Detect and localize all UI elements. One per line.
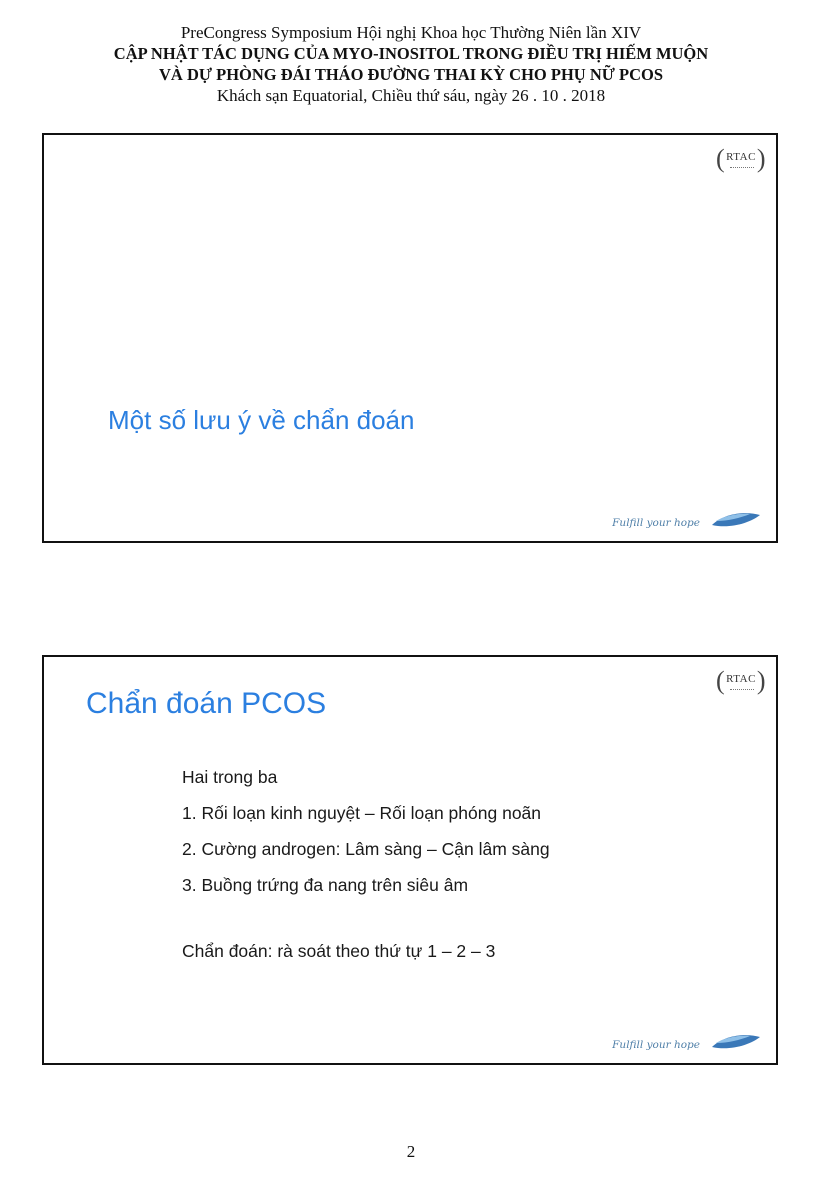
tagline: Fulfill your hope <box>612 517 700 529</box>
slide-section-divider <box>42 133 778 543</box>
page-number: 2 <box>406 1142 416 1161</box>
rtac-logo: ( RTAC ) <box>715 144 767 173</box>
diagnosis-conclusion: Chẩn đoán: rà soát theo thứ tự 1 – 2 – 3 <box>182 941 496 961</box>
list-item: 2. Cường androgen: Lâm sàng – Cận lâm sàng <box>182 839 550 859</box>
rtac-logo: ( RTAC ) <box>715 666 767 695</box>
header-event-line: PreCongress Symposium Hội nghị Khoa học Thường Niên lần XIV <box>180 23 642 42</box>
list-item: Hai trong ba <box>182 767 278 787</box>
slide-pcos-diagnosis <box>42 655 778 1065</box>
header-title-line-2: VÀ DỰ PHÒNG ĐÁI THÁO ĐƯỜNG THAI KỲ CHO PHỤ NỮ PCOS <box>158 65 664 84</box>
header-title-line-1: CẬP NHẬT TÁC DỤNG CỦA MYO-INOSITOL TRONG ĐIỀU TRỊ HIẾM MUỘN <box>113 44 709 63</box>
leaf-logo-icon <box>710 509 762 531</box>
leaf-logo-icon <box>710 1031 762 1053</box>
rtac-logo-text: RTAC <box>726 673 756 685</box>
list-item: 3. Buồng trứng đa nang trên siêu âm <box>182 875 469 895</box>
section-title: Một số lưu ý về chẩn đoán <box>108 405 415 435</box>
slide-title: Chẩn đoán PCOS <box>86 687 327 720</box>
rtac-logo-text: RTAC <box>726 151 756 163</box>
header-venue-line: Khách sạn Equatorial, Chiều thứ sáu, ngày 26 . 10 . 2018 <box>216 86 606 105</box>
list-item: 1. Rối loạn kinh nguyệt – Rối loạn phóng noãn <box>182 803 542 823</box>
tagline: Fulfill your hope <box>612 1039 700 1051</box>
criteria-list <box>182 765 550 909</box>
page-header <box>0 22 822 106</box>
